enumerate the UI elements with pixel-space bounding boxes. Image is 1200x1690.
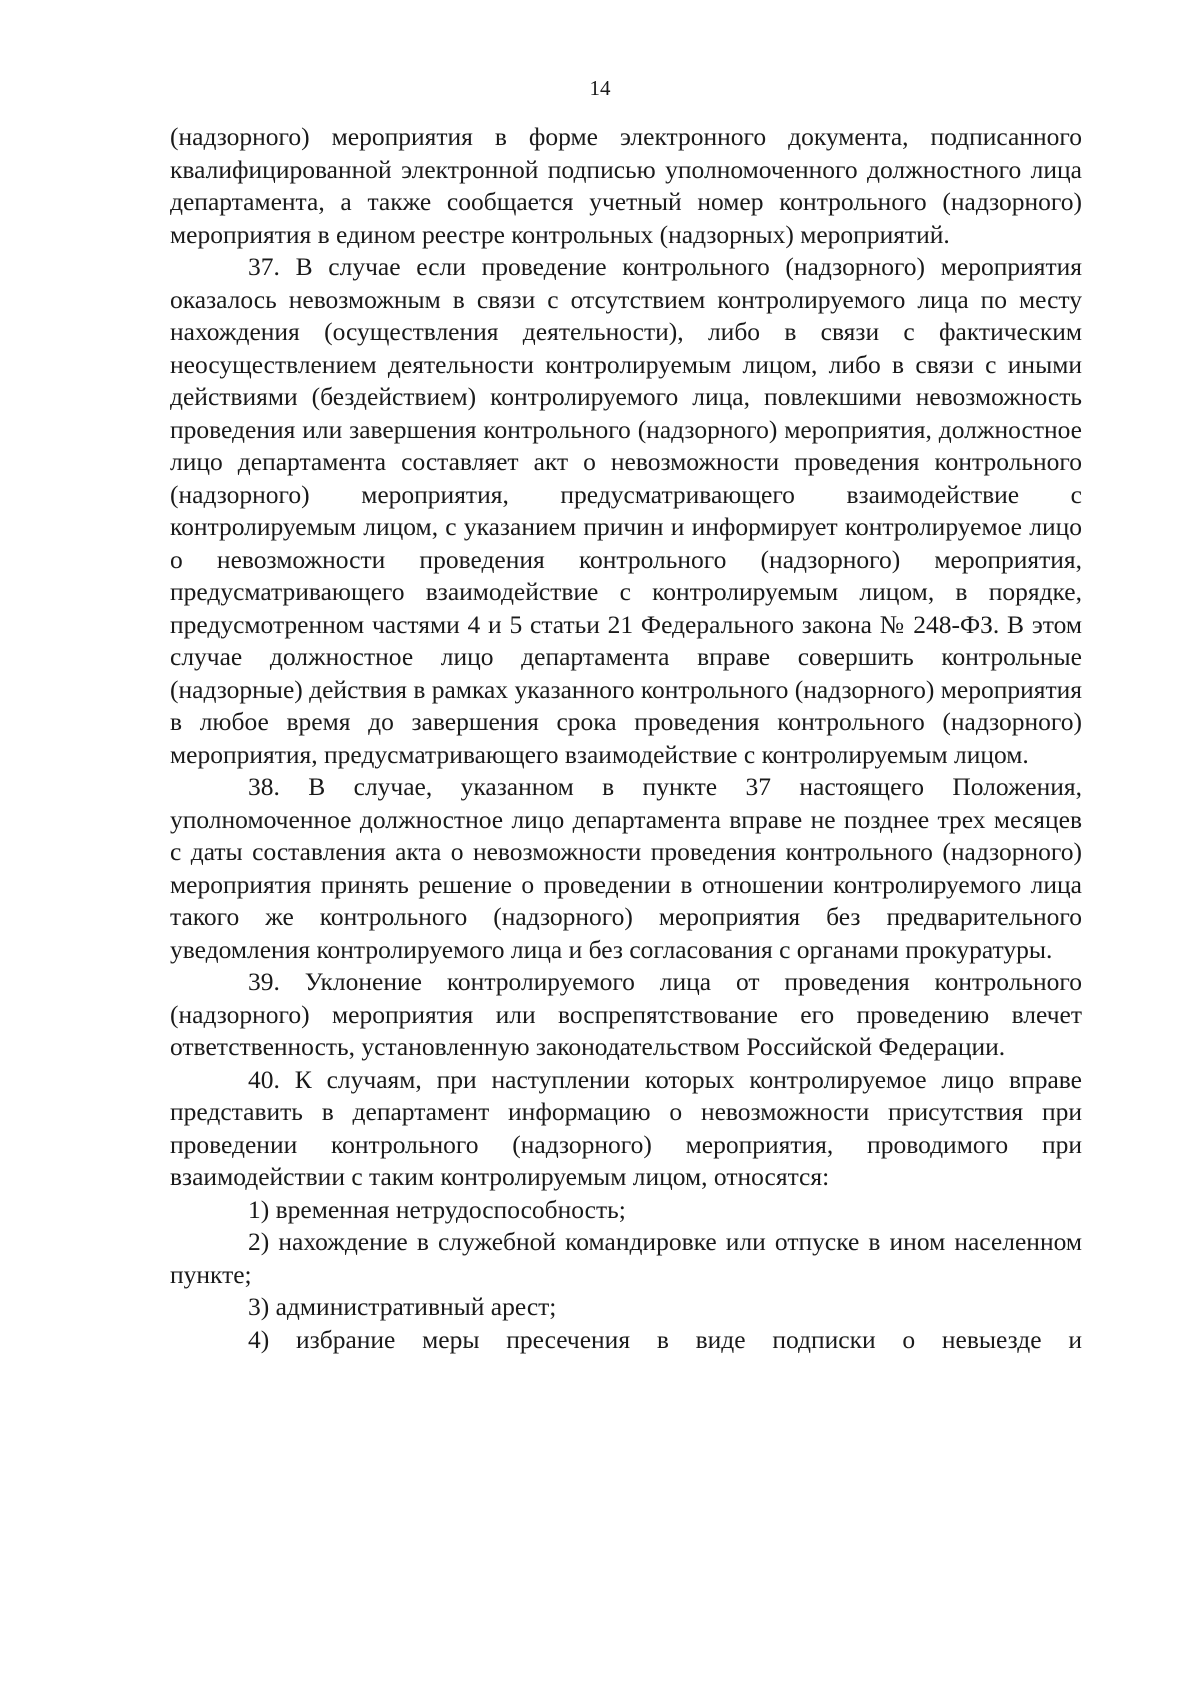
paragraph: 39. Уклонение контролируемого лица от проведения контрольного (надзорного) мероприятия или воспрепятствование его проведению влечет ответственность, установленную законодательством Российской Федерации. — [170, 967, 1082, 1061]
paragraph: 38. В случае, указанном в пункте 37 настоящего Положения, уполномоченное должностное лицо департамента вправе не позднее трех месяцев с даты составления акта о невозможности проведения контрольного (надзорного) мероприятия принять решение о проведении в отношении контролируемого лица такого же контрольного (надзорного) мероприятия без предварительного уведомления контролируемого лица и без согласования с органами прокуратуры. — [170, 772, 1082, 964]
paragraph: 40. К случаям, при наступлении которых контролируемое лицо вправе представить в департамент информацию о невозможности присутствия при проведении контрольного (надзорного) мероприятия, проводимого при взаимодействии с таким контролируемым лицом, относятся: — [170, 1064, 1082, 1191]
document-body — [170, 121, 1082, 1356]
page-number: 14 — [589, 76, 611, 100]
paragraph: 37. В случае если проведение контрольного (надзорного) мероприятия оказалось невозможным в связи с отсутствием контролируемого лица по месту нахождения (осуществления деятельности), либо в связи с фактическим неосуществлением деятельности контролируемым лицом, либо в связи с иными действиями (бездействием) контролируемого лица, повлекшими невозможность проведения или завершения контрольного (надзорного) мероприятия, должностное лицо департамента составляет акт о невозможности проведения контрольного (надзорного) мероприятия, предусматривающего взаимодействие с контролируемым лицом, с указанием причин и информирует контролируемое лицо о невозможности проведения контрольного (надзорного) мероприятия, предусматривающего взаимодействие с контролируемым лицом, в порядке, предусмотренном частями 4 и 5 статьи 21 Федерального закона № 248-ФЗ. В этом случае должностное лицо департамента вправе совершить контрольные (надзорные) действия в рамках указанного контрольного (надзорного) мероприятия в любое время до завершения срока проведения контрольного (надзорного) мероприятия, предусматривающего взаимодействие с контролируемым лицом. — [170, 252, 1082, 769]
paragraph: (надзорного) мероприятия в форме электронного документа, подписанного квалифицированной электронной подписью уполномоченного должностного лица департамента, а также сообщается учетный номер контрольного (надзорного) мероприятия в едином реестре контрольных (надзорных) мероприятий. — [170, 122, 1082, 249]
paragraph: 3) административный арест; — [248, 1292, 557, 1321]
paragraph: 1) временная нетрудоспособность; — [248, 1194, 626, 1224]
paragraph: 4) избрание меры пресечения в виде подписки о невыезде и — [248, 1324, 1082, 1354]
paragraph: 2) нахождение в служебной командировке или отпуске в ином населенном пункте; — [170, 1227, 1082, 1289]
